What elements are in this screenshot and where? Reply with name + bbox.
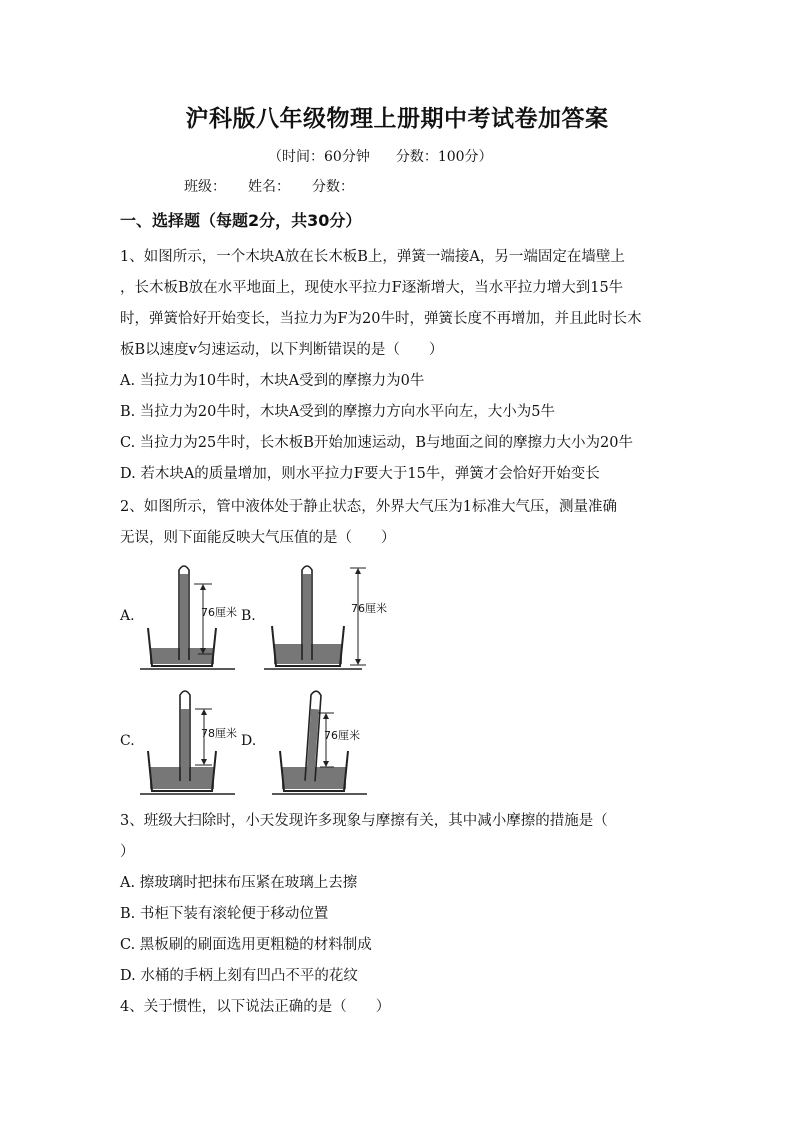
arrow-down-icon — [323, 761, 329, 767]
figure-label: 78厘米 — [201, 727, 237, 740]
figure-label: 76厘米 — [351, 602, 387, 615]
student-info — [184, 176, 376, 196]
q1-option-b: B. 当拉力为20牛时，木块A受到的摩擦力方向水平向左，大小为5牛 — [120, 404, 556, 420]
section-heading: 一、选择题（每题2分，共30分） — [120, 211, 362, 230]
exam-time: （时间：60分钟 — [268, 149, 370, 165]
q2-line: 无误，则下面能反映大气压值的是（ ） — [120, 530, 396, 546]
q3-option-b: B. 书柜下装有滚轮便于移动位置 — [120, 906, 329, 922]
barometer-figure-b — [262, 560, 387, 672]
figure-label: 76厘米 — [324, 729, 360, 742]
q2-label-a: A. — [120, 608, 135, 624]
q2-label-d: D. — [241, 733, 257, 749]
q1-line: 1、如图所示，一个木块A放在长木板B上，弹簧一端接A，另一端固定在墙壁上 — [120, 249, 625, 265]
q4-line: 4、关于惯性，以下说法正确的是（ ） — [120, 999, 391, 1015]
score-field-label: 分数： — [312, 179, 354, 195]
q1-line: 板B以速度v匀速运动，以下判断错误的是（ ） — [120, 342, 444, 358]
arrow-down-icon — [201, 759, 207, 765]
q1-option-c: C. 当拉力为25牛时，长木板B开始加速运动，B与地面之间的摩擦力大小为20牛 — [120, 435, 634, 451]
q1-line: 时，弹簧恰好开始变长，当拉力为F为20牛时，弹簧长度不再增加，并且此时长木 — [120, 311, 642, 327]
q1-option-d: D. 若木块A的质量增加，则水平拉力F要大于15牛，弹簧才会恰好开始变长 — [120, 466, 600, 482]
q2-label-b: B. — [241, 608, 256, 624]
q2-line: 2、如图所示，管中液体处于静止状态，外界大气压为1标准大气压，测量准确 — [120, 499, 617, 515]
barometer-figure-d — [262, 685, 377, 797]
arrow-up-icon — [201, 709, 207, 715]
arrow-up-icon — [200, 584, 206, 590]
q1-option-a: A. 当拉力为10牛时，木块A受到的摩擦力为0牛 — [120, 373, 425, 389]
class-field-label: 班级： — [184, 179, 226, 195]
arrow-up-icon — [323, 713, 329, 719]
mercury-column — [180, 574, 188, 660]
barometer-figure-c — [140, 685, 240, 797]
barometer-figure-a — [140, 560, 240, 672]
exam-score: 分数：100分） — [395, 149, 493, 165]
q3-option-d: D. 水桶的手柄上刻有凹凸不平的花纹 — [120, 968, 358, 984]
q2-label-c: C. — [120, 733, 135, 749]
arrow-down-icon — [355, 659, 361, 665]
page-title: 沪科版八年级物理上册期中考试卷加答案 — [185, 106, 609, 132]
arrow-up-icon — [355, 568, 361, 574]
figure-label: 76厘米 — [201, 606, 237, 619]
q3-line: ） — [120, 844, 135, 860]
q3-option-c: C. 黑板刷的刷面选用更粗糙的材料制成 — [120, 937, 372, 953]
q1-line: ，长木板B放在水平地面上，现使水平拉力F逐渐增大，当水平拉力增大到15牛 — [120, 280, 624, 296]
exam-meta — [268, 146, 493, 166]
q3-line: 3、班级大扫除时，小天发现许多现象与摩擦有关，其中减小摩擦的措施是（ — [120, 813, 608, 829]
mercury-column — [181, 709, 189, 781]
mercury-column — [303, 574, 311, 660]
name-field-label: 姓名： — [248, 179, 290, 195]
q3-option-a: A. 擦玻璃时把抹布压紧在玻璃上去擦 — [120, 875, 358, 891]
